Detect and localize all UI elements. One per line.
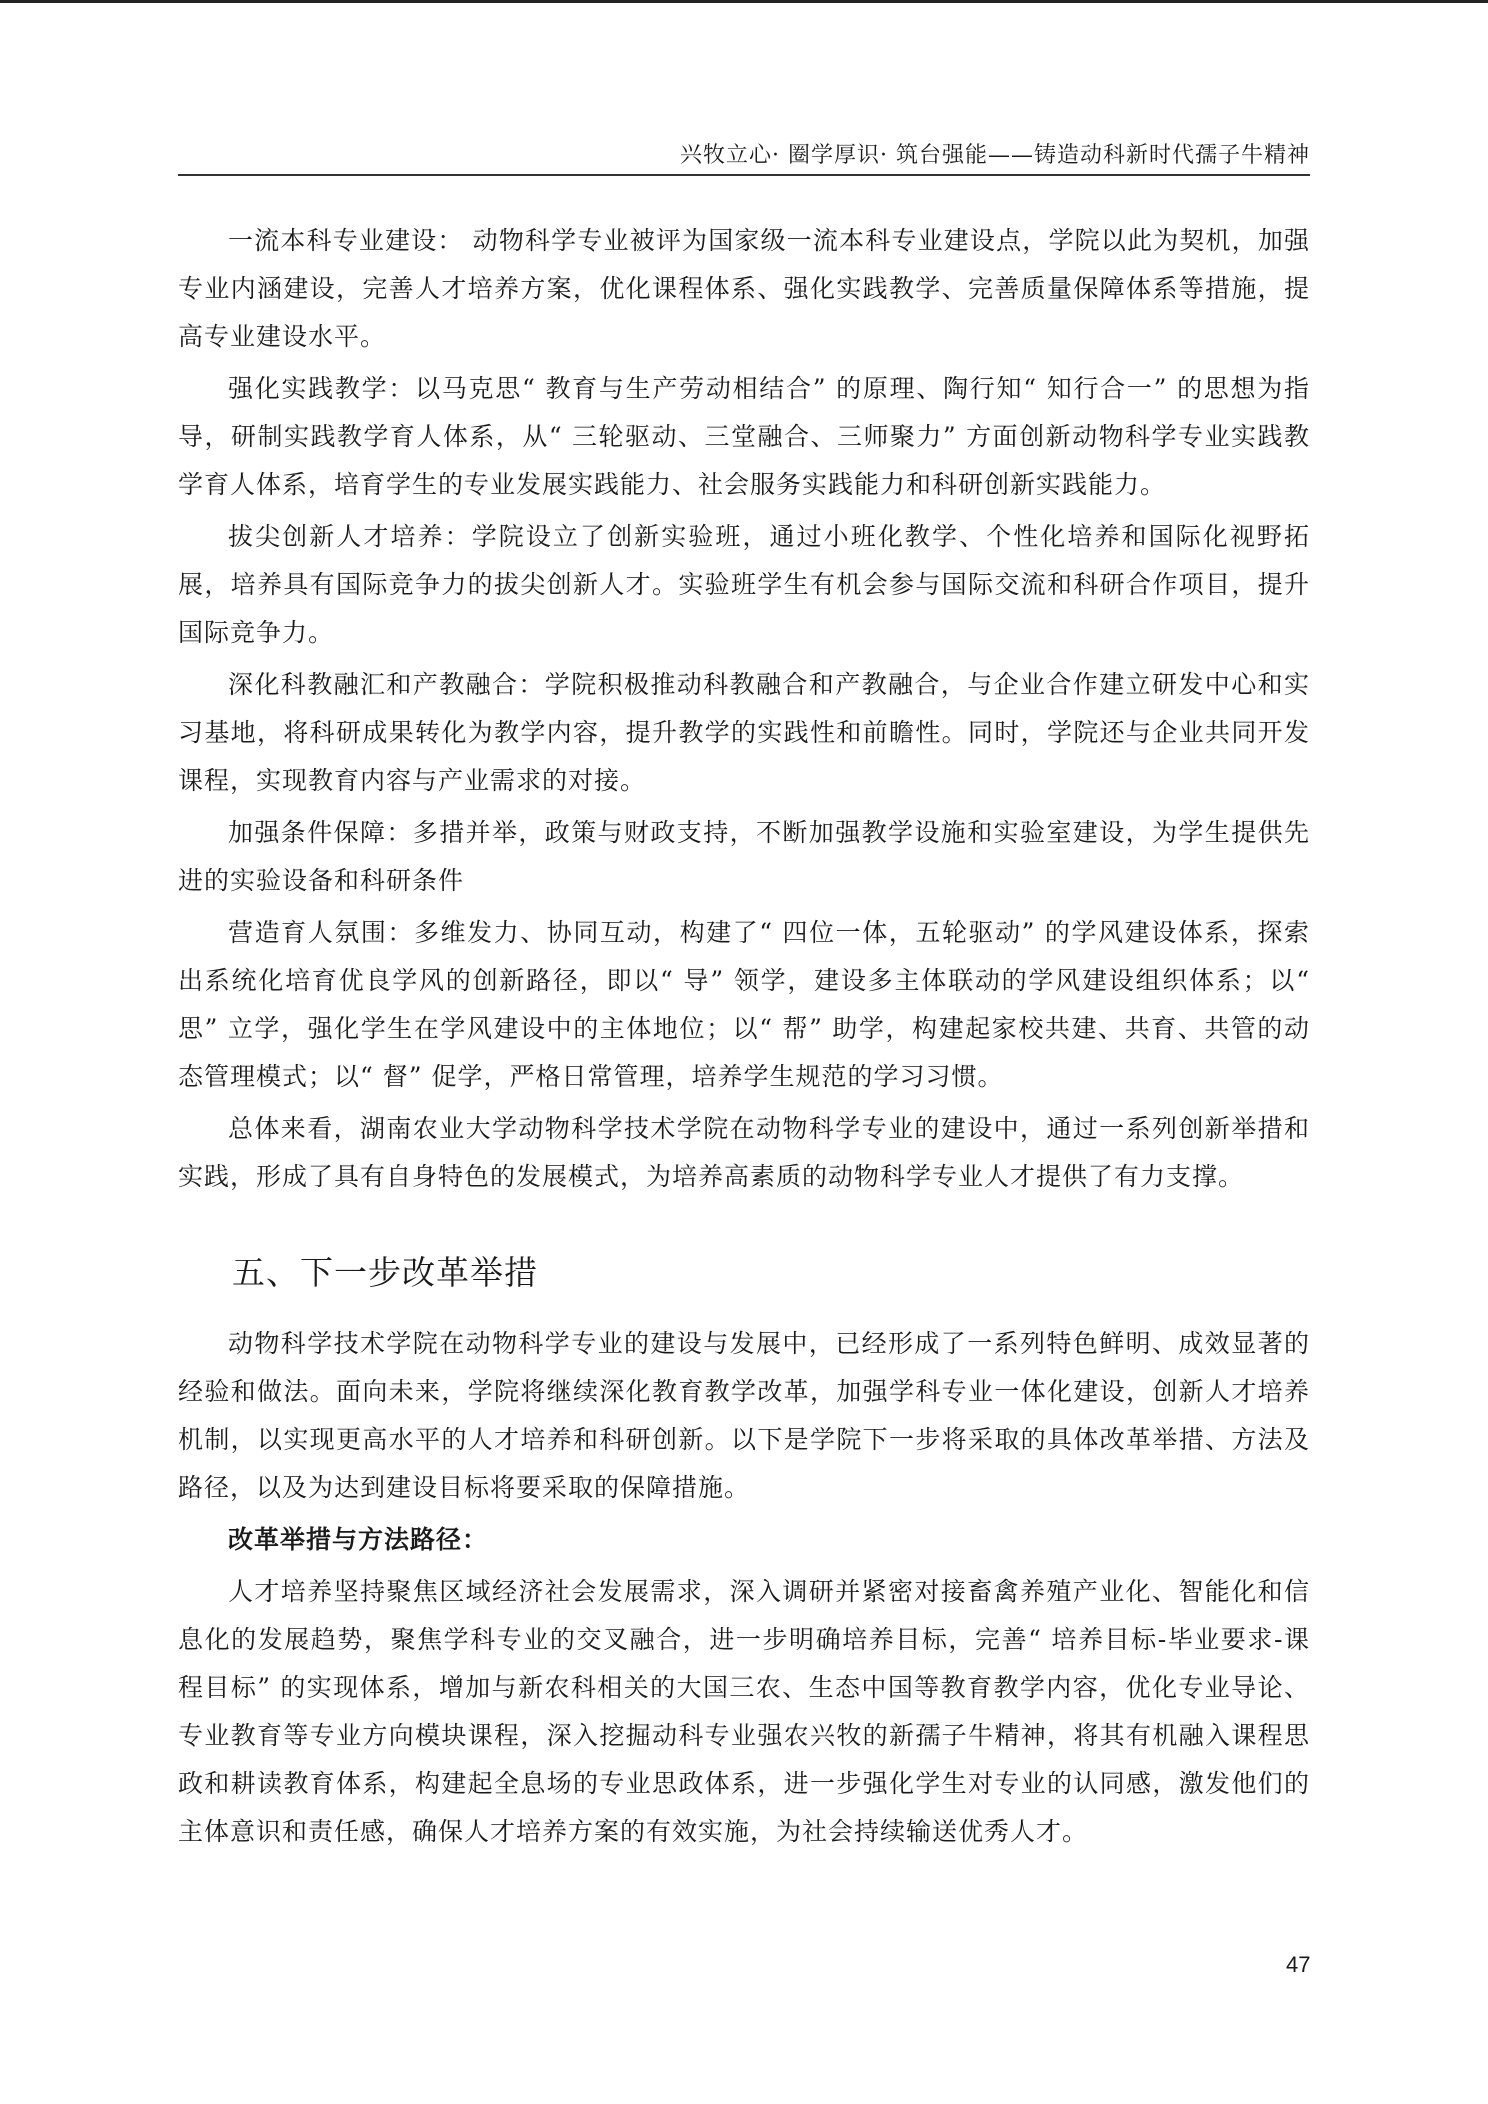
paragraph-practice-teaching: 强化实践教学：以马克思“ 教育与生产劳动相结合” 的原理、陶行知“ 知行合一” 的思想为指导，研制实践教学育人体系，从“ 三轮驱动、三堂融合、三师聚力” 方面创新动物科学专业实践教学育人体系，培育学生的专业发展实践能力、社会服务实践能力和科研创新实践能力。 (178, 374, 1310, 499)
paragraph-atmosphere: 营造育人氛围：多维发力、协同互动，构建了“ 四位一体，五轮驱动” 的学风建设体系，探索出系统化培育优良学风的创新路径，即以“ 导” 领学，建设多主体联动的学风建设组织体系；以“ 思” 立学，强化学生在学风建设中的主体地位；以“ 帮” 助学，构建起家校共建、共育、共管的动态管理模式；以“ 督” 促学，严格日常管理，培养学生规范的学习习惯。 (178, 918, 1310, 1091)
paragraph-conditions: 加强条件保障：多措并举，政策与财政支持，不断加强教学设施和实验室建设，为学生提供先进的实验设备和科研条件 (178, 818, 1310, 895)
body-block-lower (178, 1320, 1310, 1860)
paragraph-top-talent: 拔尖创新人才培养：学院设立了创新实验班，通过小班化教学、个性化培养和国际化视野拓展，培养具有国际竞争力的拔尖创新人才。实验班学生有机会参与国际交流和科研合作项目，提升国际竞争力。 (178, 522, 1310, 647)
header-rule (178, 174, 1310, 176)
body-block-upper (178, 217, 1310, 1205)
page-number: 47 (1286, 1952, 1311, 1977)
running-header: 兴牧立心· 圈学厚识· 筑台强能——铸造动科新时代孺子牛精神 (680, 143, 1310, 168)
top-border (0, 0, 1488, 3)
section-title: 五、下一步改革举措 (232, 1253, 538, 1292)
paragraph-integration: 深化科教融汇和产教融合：学院积极推动科教融合和产教融合，与企业合作建立研发中心和实习基地，将科研成果转化为教学内容，提升教学的实践性和前瞻性。同时，学院还与企业共同开发课程，实现教育内容与产业需求的对接。 (178, 670, 1310, 795)
subheading-reform-measures: 改革举措与方法路径： (228, 1525, 489, 1554)
paragraph-section-body: 人才培养坚持聚焦区域经济社会发展需求，深入调研并紧密对接畜禽养殖产业化、智能化和信息化的发展趋势，聚焦学科专业的交叉融合，进一步明确培养目标，完善“ 培养目标-毕业要求-课程目标” 的实现体系，增加与新农科相关的大国三农、生态中国等教育教学内容，优化专业导论、专业教育等专业方向模块课程，深入挖掘动科专业强农兴牧的新孺子牛精神，将其有机融入课程思政和耕读教育体系，构建起全息场的专业思政体系，进一步强化学生对专业的认同感，激发他们的主体意识和责任感，确保人才培养方案的有效实施，为社会持续输送优秀人才。 (178, 1577, 1310, 1846)
paragraph-summary: 总体来看，湖南农业大学动物科学技术学院在动物科学专业的建设中，通过一系列创新举措和实践，形成了具有自身特色的发展模式，为培养高素质的动物科学专业人才提供了有力支撑。 (178, 1114, 1310, 1191)
paragraph-section-intro: 动物科学技术学院在动物科学专业的建设与发展中，已经形成了一系列特色鲜明、成效显著的经验和做法。面向未来，学院将继续深化教育教学改革，加强学科专业一体化建设，创新人才培养机制，以实现更高水平的人才培养和科研创新。以下是学院下一步将采取的具体改革举措、方法及路径，以及为达到建设目标将要采取的保障措施。 (178, 1329, 1310, 1502)
paragraph-first-class-major: 一流本科专业建设： 动物科学专业被评为国家级一流本科专业建设点，学院以此为契机，加强专业内涵建设，完善人才培养方案，优化课程体系、强化实践教学、完善质量保障体系等措施，提高专业建设水平。 (178, 226, 1310, 351)
